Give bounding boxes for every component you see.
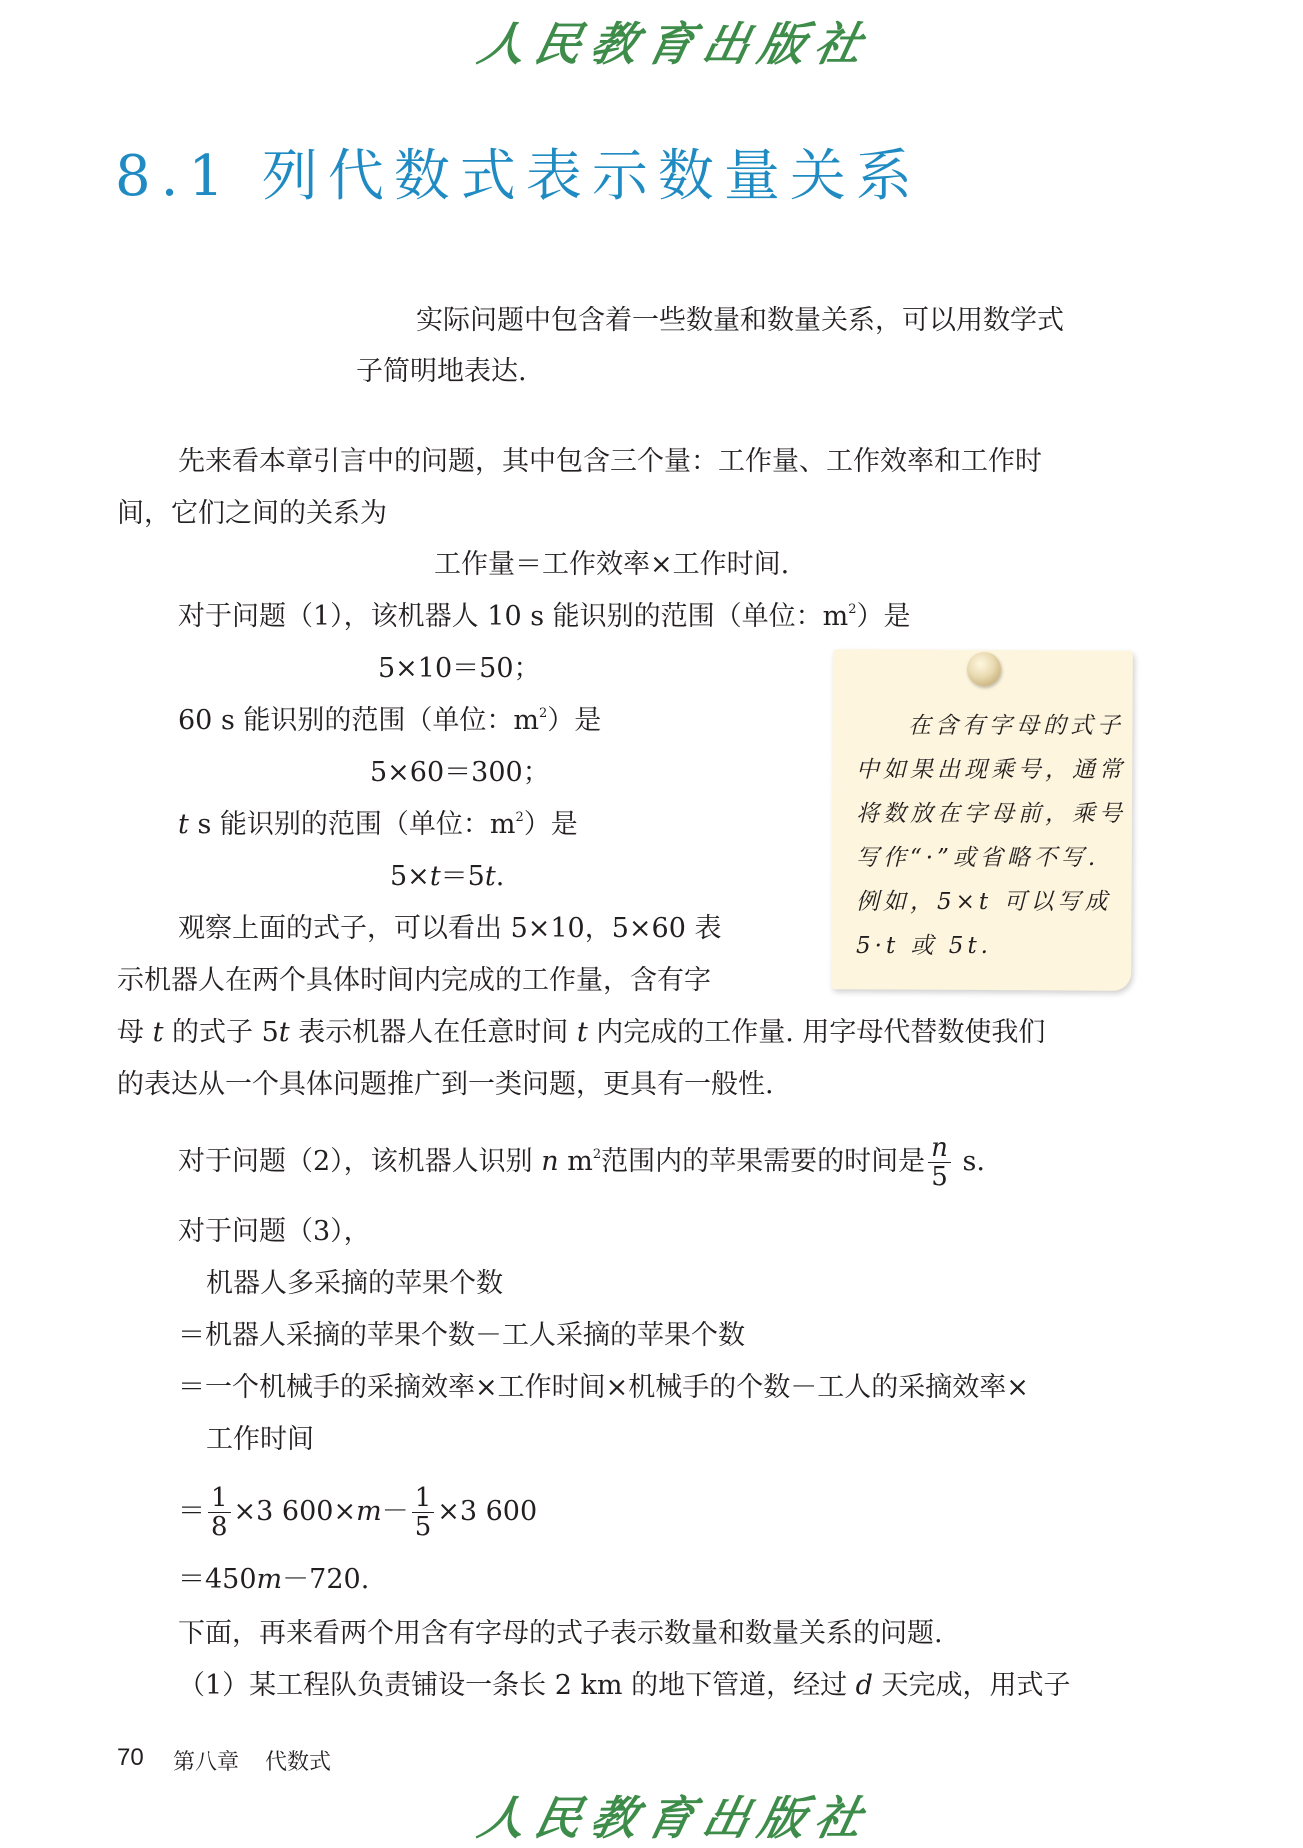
page-number: 70	[117, 1744, 144, 1771]
note-line-1: 在含有字母的式子	[908, 713, 1124, 739]
intro-line-1: 实际问题中包含着一些数量和数量关系，可以用数学式	[416, 305, 1064, 336]
q1-line3: t s 能识别的范围（单位：$m^2$）是	[178, 809, 578, 840]
problem-1: （1）某工程队负责铺设一条长 2 km 的地下管道，经过 d 天完成，用式子	[178, 1670, 1071, 1701]
q1-eq3: 5×t＝5t.	[390, 861, 505, 892]
para1-line-2: 间，它们之间的关系为	[117, 498, 387, 529]
formula-main: 工作量＝工作效率×工作时间.	[434, 549, 790, 580]
q3-line-1: 机器人多采摘的苹果个数	[206, 1268, 503, 1299]
observe-line-3: 母 t 的式子 5t 表示机器人在任意时间 t 内完成的工作量. 用字母代替数使我们	[117, 1017, 1046, 1048]
q1-line2: 60 s 能识别的范围（单位：$m^2$）是	[178, 705, 602, 736]
q1-eq1: 5×10＝50；	[378, 653, 541, 684]
section-title: 8.1 列代数式表示数量关系	[115, 144, 922, 209]
pushpin-icon	[967, 652, 1001, 686]
chapter-title: 代数式	[265, 1750, 332, 1775]
note-line-6: 5·t 或 5t.	[856, 933, 992, 959]
q2-fraction: $\frac{n}{5}$	[928, 1134, 951, 1191]
note-line-5: 例如，5×t 可以写成	[856, 889, 1112, 915]
q3-calc: ＝ $\frac{1}{8}$ ×3 600×m－ $\frac{1}{5}$ ×3 600	[178, 1483, 538, 1542]
q3-line-4: 工作时间	[206, 1424, 314, 1455]
intro-line-2: 子简明地表达.	[356, 356, 527, 387]
q1-eq2: 5×60＝300；	[370, 757, 550, 788]
observe-line-1: 观察上面的式子，可以看出 5×10，5×60 表	[178, 913, 722, 944]
chapter-label: 第八章	[173, 1750, 240, 1775]
q2-line: 对于问题（2），该机器人识别 n $m^2$范围内的苹果需要的时间是 $\frac{n}{5}$ s.	[178, 1133, 985, 1192]
next-para: 下面，再来看两个用含有字母的式子表示数量和数量关系的问题.	[178, 1618, 943, 1649]
publisher-logo-top: 人民教育出版社	[473, 17, 878, 71]
note-line-2: 中如果出现乘号，通常	[856, 757, 1126, 783]
para1-line-1: 先来看本章引言中的问题，其中包含三个量：工作量、工作效率和工作时	[178, 446, 1042, 477]
q3-line-2: ＝机器人采摘的苹果个数－工人采摘的苹果个数	[178, 1320, 745, 1351]
q3-header: 对于问题（3），	[178, 1216, 371, 1247]
q3-result: ＝450m－720.	[178, 1564, 370, 1595]
note-line-4: 写作“·”或省略不写.	[856, 845, 1100, 871]
note-line-3: 将数放在字母前，乘号	[856, 801, 1126, 827]
publisher-logo-bottom: 人民教育出版社	[473, 1791, 878, 1845]
q1-line: 对于问题（1），该机器人 10 s 能识别的范围（单位：$m^2$）是	[178, 601, 911, 632]
q3-line-3: ＝一个机械手的采摘效率×工作时间×机械手的个数－工人的采摘效率×	[178, 1372, 1029, 1403]
observe-line-2: 示机器人在两个具体时间内完成的工作量，含有字	[117, 965, 711, 996]
observe-line-4: 的表达从一个具体问题推广到一类问题，更具有一般性.	[117, 1069, 774, 1100]
